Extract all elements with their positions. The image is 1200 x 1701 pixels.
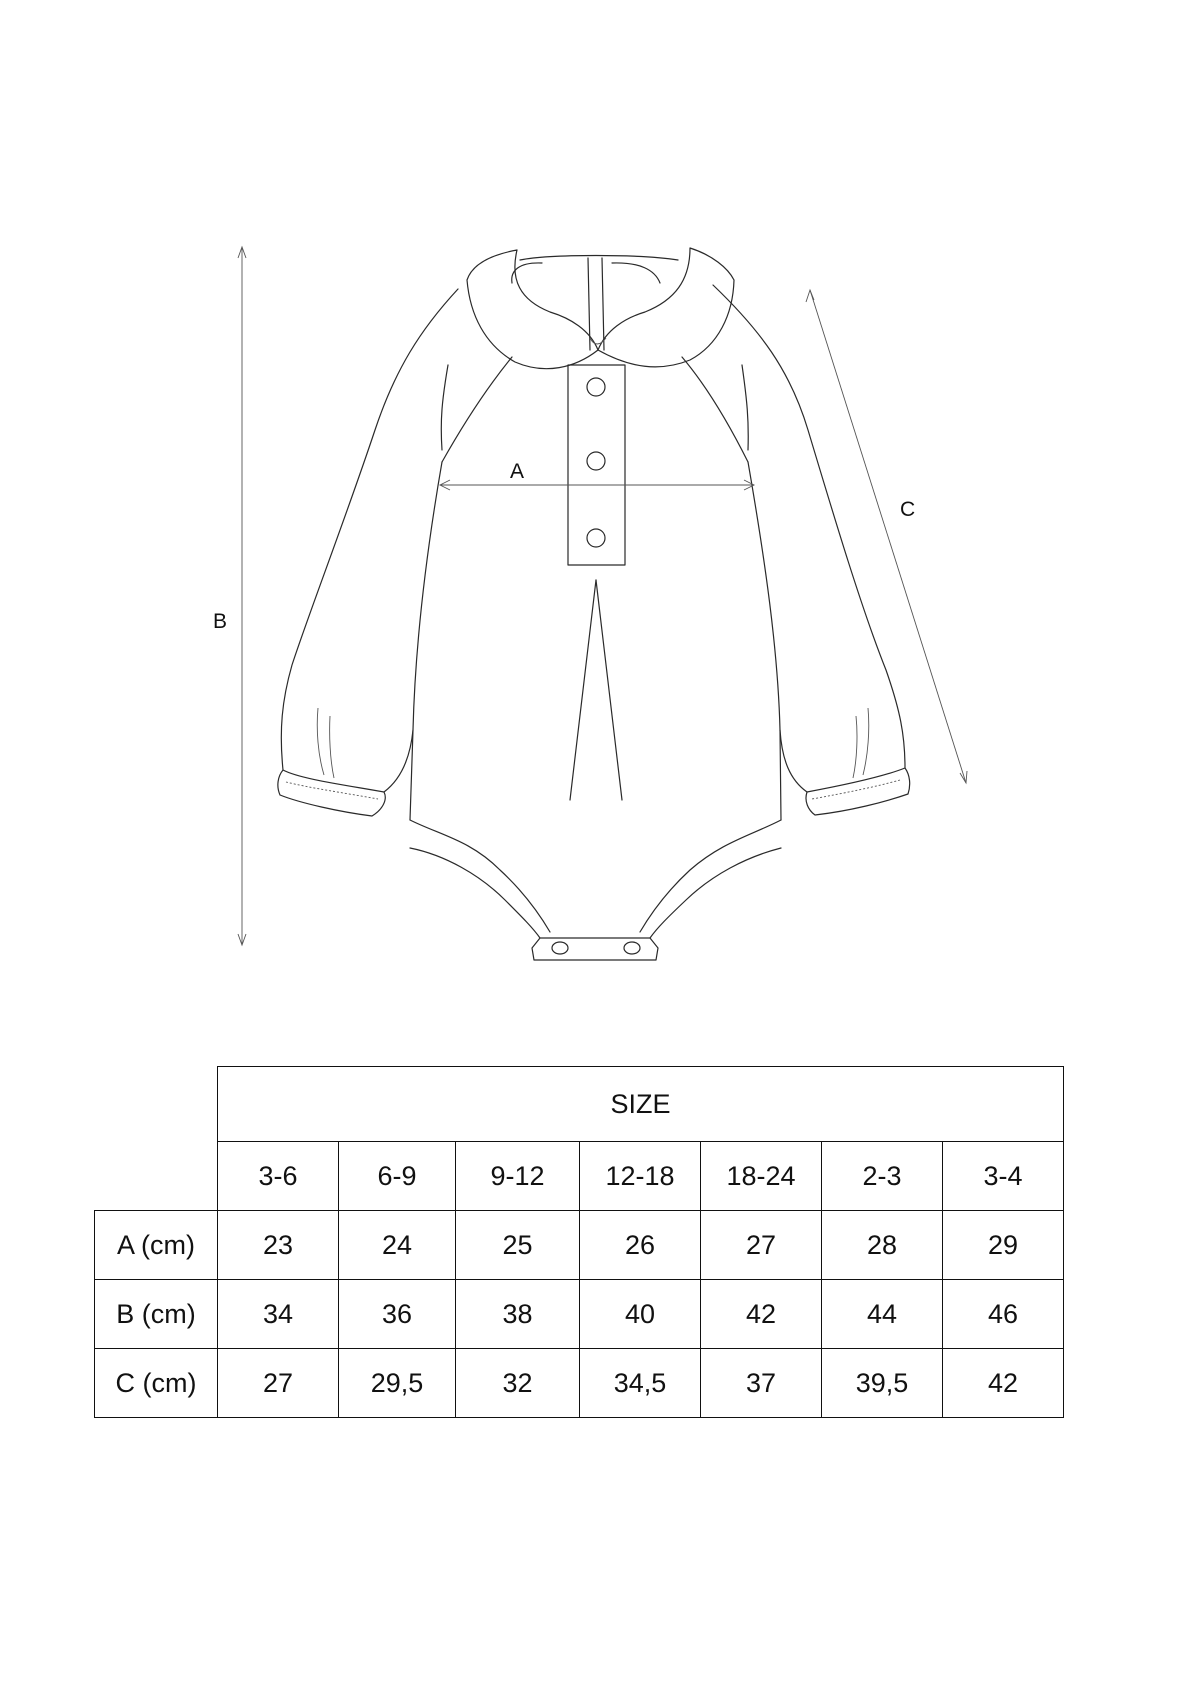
size-label: 9-12 [456,1142,580,1211]
table-cell: 36 [339,1280,456,1349]
table-cell: 26 [580,1211,701,1280]
size-label: 18-24 [701,1142,822,1211]
size-label: 2-3 [822,1142,943,1211]
table-cell: 24 [339,1211,456,1280]
measurement-c [806,290,967,783]
row-label: B (cm) [95,1280,218,1349]
table-cell: 34,5 [580,1349,701,1418]
table-cell: 46 [943,1280,1064,1349]
table-row [95,1280,1064,1349]
size-label: 12-18 [580,1142,701,1211]
table-row [95,1211,1064,1280]
label-c: C [900,498,916,521]
measurement-b [213,247,246,945]
blank-corner [95,1142,218,1211]
row-label: C (cm) [95,1349,218,1418]
size-header: SIZE [218,1067,1064,1142]
table-cell: 32 [456,1349,580,1418]
size-label: 3-4 [943,1142,1064,1211]
table-cell: 29,5 [339,1349,456,1418]
table-cell: 44 [822,1280,943,1349]
table-cell: 29 [943,1211,1064,1280]
table-cell: 23 [218,1211,339,1280]
table-cell: 25 [456,1211,580,1280]
table-cell: 34 [218,1280,339,1349]
table-cell: 28 [822,1211,943,1280]
size-label: 3-6 [218,1142,339,1211]
table-cell: 27 [701,1211,822,1280]
label-a: A [510,460,525,483]
blank-corner [95,1067,218,1142]
table-cell: 37 [701,1349,822,1418]
measurement-a [440,460,754,490]
size-label: 6-9 [339,1142,456,1211]
table-row [95,1349,1064,1418]
table-cell: 40 [580,1280,701,1349]
label-b: B [213,610,228,633]
table-cell: 39,5 [822,1349,943,1418]
bodysuit-sketch [278,248,910,960]
table-cell: 27 [218,1349,339,1418]
table-cell: 38 [456,1280,580,1349]
size-table [94,1066,1064,1418]
row-label: A (cm) [95,1211,218,1280]
size-labels-row [95,1142,1064,1211]
table-cell: 42 [701,1280,822,1349]
size-title-row [95,1067,1064,1142]
table-cell: 42 [943,1349,1064,1418]
